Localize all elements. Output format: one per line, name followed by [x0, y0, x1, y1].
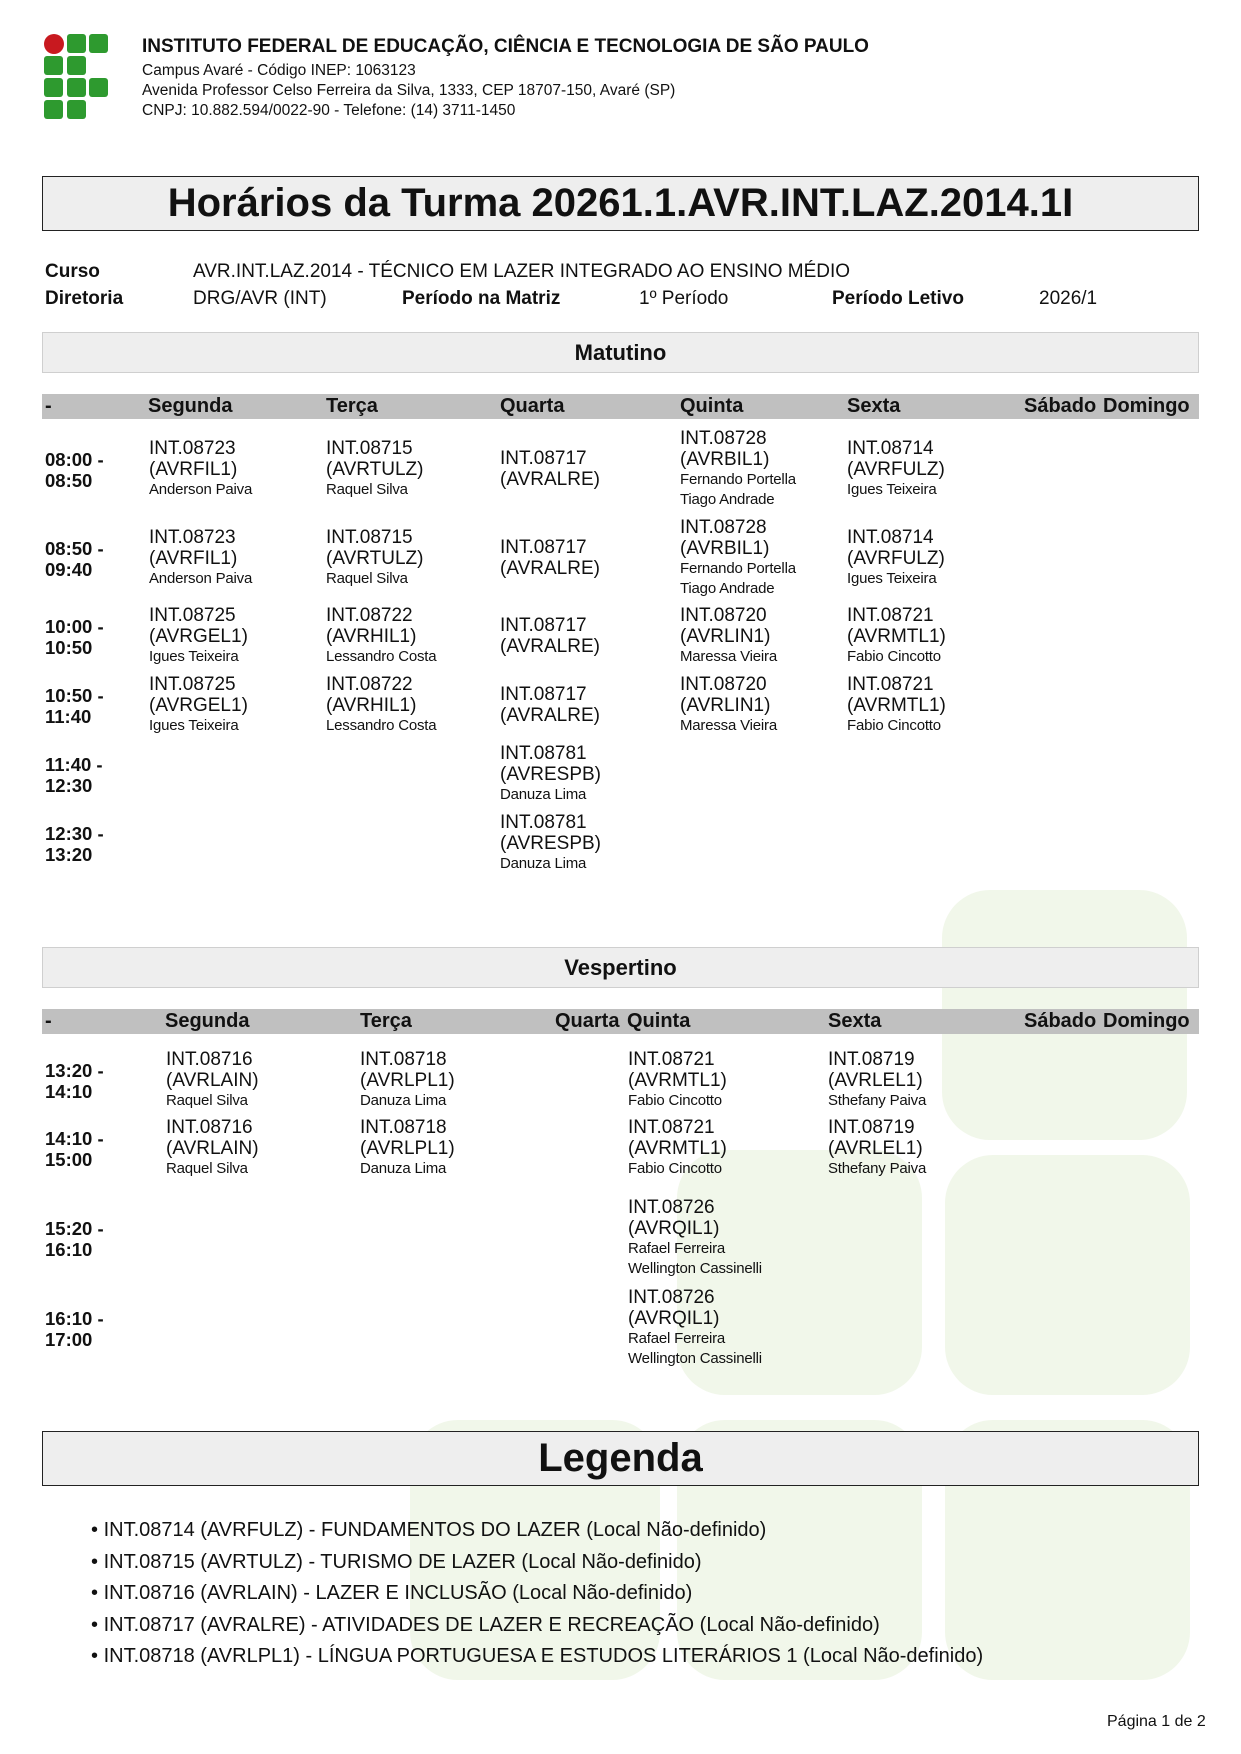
legend-item: • INT.08714 (AVRFULZ) - FUNDAMENTOS DO LAZER (Local Não-definido)	[91, 1515, 983, 1547]
class-code: INT.08717	[500, 448, 587, 469]
legend-title: Legenda	[42, 1431, 1199, 1486]
teacher-name: Rafael Ferreira	[628, 1330, 726, 1347]
class-code: INT.08781	[500, 812, 587, 833]
page-title: Horários da Turma 20261.1.AVR.INT.LAZ.2014.1I	[42, 176, 1199, 231]
class-sigla: (AVRLIN1)	[680, 695, 771, 716]
class-code: INT.08726	[628, 1197, 715, 1218]
header-quarta: Quarta	[555, 1010, 620, 1032]
class-cell	[326, 605, 436, 667]
header-quarta: Quarta	[500, 395, 565, 417]
class-sigla: (AVRFIL1)	[149, 459, 238, 480]
class-sigla: (AVRALRE)	[500, 558, 600, 579]
class-sigla: (AVRBIL1)	[680, 538, 770, 559]
class-sigla: (AVRBIL1)	[680, 449, 770, 470]
class-cell	[149, 438, 252, 500]
class-code: INT.08728	[680, 428, 767, 449]
class-cell	[628, 1197, 762, 1279]
class-code: INT.08722	[326, 674, 413, 695]
periodo-letivo-label: Período Letivo	[832, 288, 964, 309]
teacher-name: Fabio Cincotto	[628, 1092, 722, 1109]
class-sigla: (AVRFIL1)	[149, 548, 238, 569]
class-code: INT.08721	[847, 674, 934, 695]
section-vespertino: Vespertino	[42, 947, 1199, 988]
class-code: INT.08718	[360, 1117, 447, 1138]
teacher-name: Sthefany Paiva	[828, 1092, 927, 1109]
header-domingo: Domingo	[1103, 395, 1190, 417]
class-sigla: (AVRMTL1)	[847, 695, 946, 716]
page-number: Página 1 de 2	[1107, 1713, 1206, 1730]
class-sigla: (AVRTULZ)	[326, 459, 424, 480]
class-code: INT.08720	[680, 674, 767, 695]
header-quinta: Quinta	[627, 1010, 691, 1032]
class-cell	[847, 527, 945, 589]
class-cell	[360, 1049, 455, 1111]
class-code: INT.08719	[828, 1117, 915, 1138]
class-sigla: (AVRTULZ)	[326, 548, 424, 569]
class-cell	[326, 438, 423, 500]
header-sexta: Sexta	[847, 395, 901, 417]
contact-line: CNPJ: 10.882.594/0022-90 - Telefone: (14) 3711-1450	[142, 102, 516, 119]
teacher-name: Danuza Lima	[500, 786, 587, 803]
class-cell	[500, 537, 600, 579]
class-sigla: (AVRALRE)	[500, 469, 600, 490]
class-code: INT.08717	[500, 615, 587, 636]
class-code: INT.08715	[326, 527, 413, 548]
time-slot: 11:40 - 12:30	[45, 754, 103, 796]
teacher-name: Raquel Silva	[166, 1092, 248, 1109]
legend-list	[91, 1515, 983, 1673]
class-cell	[500, 615, 600, 657]
legend-item: • INT.08715 (AVRTULZ) - TURISMO DE LAZER (Local Não-definido)	[91, 1547, 983, 1579]
class-cell	[680, 674, 777, 736]
header-cell: -	[45, 1010, 52, 1032]
class-sigla: (AVRMTL1)	[628, 1070, 727, 1091]
campus-line: Campus Avaré - Código INEP: 1063123	[142, 62, 416, 79]
class-code: INT.08720	[680, 605, 767, 626]
curso-value: AVR.INT.LAZ.2014 - TÉCNICO EM LAZER INTEGRADO AO ENSINO MÉDIO	[193, 261, 851, 282]
class-cell	[149, 605, 248, 667]
class-cell	[500, 812, 601, 874]
teacher-name: Danuza Lima	[500, 855, 587, 872]
class-sigla: (AVRQIL1)	[628, 1218, 720, 1239]
class-cell	[847, 605, 946, 667]
legend-item: • INT.08718 (AVRLPL1) - LÍNGUA PORTUGUESA E ESTUDOS LITERÁRIOS 1 (Local Não-definido)	[91, 1641, 983, 1673]
teacher-name: Fabio Cincotto	[847, 717, 941, 734]
institution-logo-icon	[44, 34, 110, 118]
teacher-name: Wellington Cassinelli	[628, 1260, 762, 1277]
teacher-name: Maressa Vieira	[680, 717, 777, 734]
curso-label: Curso	[45, 261, 100, 282]
class-cell	[326, 674, 436, 736]
class-cell	[149, 527, 252, 589]
time-slot: 10:00 - 10:50	[45, 616, 104, 658]
teacher-name: Lessandro Costa	[326, 717, 437, 734]
teacher-name: Igues Teixeira	[847, 481, 937, 498]
header-segunda: Segunda	[148, 395, 233, 417]
diretoria-value: DRG/AVR (INT)	[193, 288, 327, 309]
teacher-name: Anderson Paiva	[149, 481, 253, 498]
header-sexta: Sexta	[828, 1010, 882, 1032]
teacher-name: Fabio Cincotto	[847, 648, 941, 665]
class-sigla: (AVRFULZ)	[847, 548, 945, 569]
class-sigla: (AVRFULZ)	[847, 459, 945, 480]
teacher-name: Danuza Lima	[360, 1092, 447, 1109]
teacher-name: Fernando Portella	[680, 471, 796, 488]
teacher-name: Anderson Paiva	[149, 570, 253, 587]
class-code: INT.08722	[326, 605, 413, 626]
class-code: INT.08721	[847, 605, 934, 626]
class-code: INT.08725	[149, 674, 236, 695]
time-slot: 10:50 - 11:40	[45, 685, 104, 727]
time-slot: 08:50 - 09:40	[45, 538, 104, 580]
class-code: INT.08718	[360, 1049, 447, 1070]
teacher-name: Igues Teixeira	[847, 570, 937, 587]
time-slot: 12:30 - 13:20	[45, 823, 104, 865]
header-cell: -	[45, 395, 52, 417]
class-code: INT.08721	[628, 1049, 715, 1070]
class-code: INT.08717	[500, 537, 587, 558]
teacher-name: Lessandro Costa	[326, 648, 437, 665]
class-sigla: (AVRLAIN)	[166, 1070, 259, 1091]
class-sigla: (AVRMTL1)	[628, 1138, 727, 1159]
class-sigla: (AVRLIN1)	[680, 626, 771, 647]
class-sigla: (AVRALRE)	[500, 636, 600, 657]
class-cell	[166, 1049, 259, 1111]
diretoria-label: Diretoria	[45, 288, 124, 309]
class-cell	[149, 674, 248, 736]
class-cell	[628, 1287, 762, 1369]
class-sigla: (AVRALRE)	[500, 705, 600, 726]
document-header	[44, 30, 1194, 125]
class-sigla: (AVRESPB)	[500, 833, 602, 854]
class-sigla: (AVRQIL1)	[628, 1308, 720, 1329]
header-domingo: Domingo	[1103, 1010, 1190, 1032]
time-slot: 08:00 - 08:50	[45, 449, 104, 491]
class-code: INT.08714	[847, 438, 934, 459]
class-sigla: (AVRGEL1)	[149, 695, 248, 716]
class-code: INT.08716	[166, 1049, 253, 1070]
class-cell	[360, 1117, 455, 1179]
table-header-vespertino	[42, 1009, 1199, 1034]
class-cell	[500, 448, 600, 490]
class-code: INT.08723	[149, 527, 236, 548]
class-cell	[628, 1117, 727, 1179]
class-code: INT.08716	[166, 1117, 253, 1138]
class-sigla: (AVRESPB)	[500, 764, 602, 785]
class-code: INT.08714	[847, 527, 934, 548]
header-terca: Terça	[326, 395, 378, 417]
time-slot: 14:10 - 15:00	[45, 1128, 104, 1170]
class-sigla: (AVRGEL1)	[149, 626, 248, 647]
teacher-name: Tiago Andrade	[680, 491, 775, 508]
class-code: INT.08725	[149, 605, 236, 626]
class-cell	[680, 517, 796, 599]
class-code: INT.08719	[828, 1049, 915, 1070]
class-cell	[500, 743, 601, 805]
legend-item: • INT.08716 (AVRLAIN) - LAZER E INCLUSÃO (Local Não-definido)	[91, 1578, 983, 1610]
class-cell	[500, 684, 600, 726]
time-slot: 13:20 - 14:10	[45, 1060, 104, 1102]
header-quinta: Quinta	[680, 395, 744, 417]
header-terca: Terça	[360, 1010, 412, 1032]
class-cell	[326, 527, 423, 589]
teacher-name: Rafael Ferreira	[628, 1240, 726, 1257]
class-sigla: (AVRHIL1)	[326, 695, 417, 716]
address-line: Avenida Professor Celso Ferreira da Silva, 1333, CEP 18707-150, Avaré (SP)	[142, 82, 676, 99]
class-code: INT.08715	[326, 438, 413, 459]
periodo-matriz-value: 1º Período	[639, 288, 729, 309]
class-cell	[680, 428, 796, 510]
header-sabado: Sábado	[1024, 1010, 1097, 1032]
table-header-matutino	[42, 394, 1199, 419]
class-cell	[628, 1049, 727, 1111]
periodo-letivo-value: 2026/1	[1039, 288, 1098, 309]
class-code: INT.08717	[500, 684, 587, 705]
teacher-name: Danuza Lima	[360, 1160, 447, 1177]
legend-item: • INT.08717 (AVRALRE) - ATIVIDADES DE LAZER E RECREAÇÃO (Local Não-definido)	[91, 1610, 983, 1642]
class-cell	[828, 1117, 926, 1179]
class-cell	[828, 1049, 926, 1111]
periodo-matriz-label: Período na Matriz	[402, 288, 561, 309]
class-code: INT.08726	[628, 1287, 715, 1308]
header-segunda: Segunda	[165, 1010, 250, 1032]
class-cell	[847, 438, 945, 500]
class-cell	[166, 1117, 259, 1179]
teacher-name: Raquel Silva	[326, 570, 408, 587]
class-sigla: (AVRLEL1)	[828, 1070, 923, 1091]
teacher-name: Raquel Silva	[166, 1160, 248, 1177]
teacher-name: Sthefany Paiva	[828, 1160, 927, 1177]
teacher-name: Maressa Vieira	[680, 648, 777, 665]
section-matutino: Matutino	[42, 332, 1199, 373]
class-sigla: (AVRLEL1)	[828, 1138, 923, 1159]
institution-name: INSTITUTO FEDERAL DE EDUCAÇÃO, CIÊNCIA E TECNOLOGIA DE SÃO PAULO	[142, 36, 869, 57]
time-slot: 16:10 - 17:00	[45, 1308, 104, 1350]
class-cell	[680, 605, 777, 667]
teacher-name: Igues Teixeira	[149, 717, 239, 734]
teacher-name: Raquel Silva	[326, 481, 408, 498]
class-sigla: (AVRLPL1)	[360, 1070, 455, 1091]
teacher-name: Fernando Portella	[680, 560, 796, 577]
class-code: INT.08728	[680, 517, 767, 538]
class-code: INT.08723	[149, 438, 236, 459]
class-sigla: (AVRHIL1)	[326, 626, 417, 647]
header-sabado: Sábado	[1024, 395, 1097, 417]
time-slot: 15:20 - 16:10	[45, 1218, 104, 1260]
teacher-name: Wellington Cassinelli	[628, 1350, 762, 1367]
class-sigla: (AVRLPL1)	[360, 1138, 455, 1159]
class-sigla: (AVRMTL1)	[847, 626, 946, 647]
teacher-name: Igues Teixeira	[149, 648, 239, 665]
class-code: INT.08781	[500, 743, 587, 764]
teacher-name: Fabio Cincotto	[628, 1160, 722, 1177]
class-sigla: (AVRLAIN)	[166, 1138, 259, 1159]
class-code: INT.08721	[628, 1117, 715, 1138]
teacher-name: Tiago Andrade	[680, 580, 775, 597]
class-cell	[847, 674, 946, 736]
